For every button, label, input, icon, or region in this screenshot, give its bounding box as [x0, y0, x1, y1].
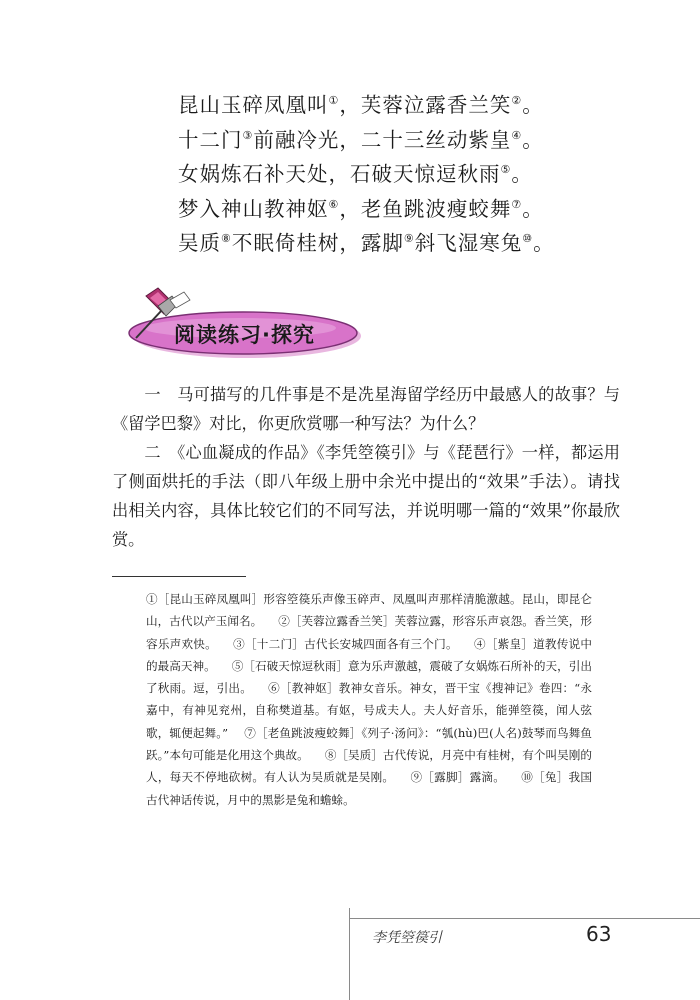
footnote-7: ⑦［老鱼跳波瘦蛟舞］《列子·汤问》：“瓠(hù)巴(人名)鼓琴而鸟舞鱼跃。”本句可能是化用这个典故。 — [146, 725, 592, 763]
poem-text: 昆山玉碎凤凰叫 — [178, 93, 329, 117]
footer-horizontal-rule — [349, 918, 700, 919]
footer-vertical-rule — [349, 908, 350, 1000]
note-marker: ⑤ — [500, 163, 512, 176]
poem-text: 十二门 — [178, 127, 243, 152]
running-footer-title: 李凭箜篌引 — [372, 930, 442, 946]
poem-text: 。 — [511, 162, 533, 186]
poem-line-2 — [178, 123, 618, 158]
poem-text: 吴质 — [178, 231, 221, 255]
footnote-1: ①［昆山玉碎凤凰叫］形容箜篌乐声像玉碎声、凤凰叫声那样清脆激越。昆山，即昆仑山，古代以产玉闻名。 — [146, 592, 592, 629]
footnote-5: ⑤［石破天惊逗秋雨］意为乐声激越，震破了女娲炼石所补的天，引出了秋雨。逗，引出。 — [146, 658, 592, 696]
poem-text: 斜飞湿寒兔 — [414, 231, 523, 255]
question-2: 二 《心血凝成的作品》《李凭箜篌引》与《琵琶行》一样，都运用了侧面烘托的手法（即八年级上册中余光中提出的“效果”手法）。请找出相关内容，具体比较它们的不同写法，并说明哪一篇的“效果”你最欣赏。 — [112, 443, 620, 549]
footnotes — [146, 588, 592, 811]
poem-text: 。 — [533, 231, 555, 255]
poem — [178, 88, 618, 261]
questions — [112, 380, 620, 554]
footnote-4: ④［紫皇］道教传说中的最高天神。 — [146, 636, 592, 673]
poem-text: 女娲炼石补天处，石破天惊逗秋雨 — [178, 162, 501, 186]
poem-line-4 — [178, 192, 618, 227]
footnote-6: ⑥［教神妪］教神女音乐。神女，晋干宝《搜神记》卷四：“永嘉中，有神见兖州，自称樊道基。有妪，号成夫人。夫人好音乐，能弹箜篌，闻人弦歌，辄便起舞。” — [146, 681, 592, 740]
footnote-divider — [112, 576, 246, 577]
poem-text: 不眠倚桂树，露脚 — [231, 231, 404, 255]
poem-text: 梦入神山教神妪 — [178, 196, 329, 221]
footnote-3: ③［十二门］古代长安城四面各有三个门。 — [232, 636, 458, 651]
note-marker: ⑨ — [403, 232, 415, 245]
poem-text: 前融冷光，二十三丝动紫皇 — [253, 127, 512, 152]
footnote-9: ⑨［露脚］露滴。 — [410, 770, 506, 785]
poem-line-5 — [178, 226, 618, 261]
section-badge — [112, 286, 362, 370]
page-number: 63 — [586, 922, 612, 946]
footnote-10: ⑩［兔］我国古代神话传说，月中的黑影是兔和蟾蜍。 — [146, 770, 592, 807]
footnote-8: ⑧［吴质］古代传说，月亮中有桂树，有个叫吴刚的人，每天不停地砍树。有人认为吴质就是吴刚。 — [146, 748, 592, 785]
note-marker: ⑩ — [522, 232, 534, 245]
footnote-2: ②［芙蓉泣露香兰笑］芙蓉泣露，形容乐声哀怨。香兰笑，形容乐声欢快。 — [146, 614, 592, 651]
poem-line-1 — [178, 88, 618, 123]
poem-text: ，老鱼跳波瘦蛟舞 — [339, 196, 512, 221]
section-title: 阅读练习·探究 — [174, 323, 315, 347]
question-1: 一 马可描写的几件事是不是冼星海留学经历中最感人的故事？与《留学巴黎》对比，你更欣赏哪一种写法？为什么？ — [112, 385, 620, 433]
note-marker: ③ — [242, 128, 254, 142]
note-marker: ② — [511, 94, 523, 107]
note-marker: ① — [328, 94, 340, 107]
note-marker: ⑦ — [511, 197, 523, 211]
poem-text: 。 — [522, 127, 544, 152]
note-marker: ⑧ — [221, 232, 232, 245]
note-marker: ④ — [511, 128, 523, 142]
poem-text: 。 — [522, 93, 544, 117]
poem-text: ，芙蓉泣露香兰笑 — [339, 93, 512, 117]
note-marker: ⑥ — [328, 197, 340, 211]
poem-text: 。 — [522, 196, 544, 221]
poem-line-3 — [178, 157, 618, 192]
